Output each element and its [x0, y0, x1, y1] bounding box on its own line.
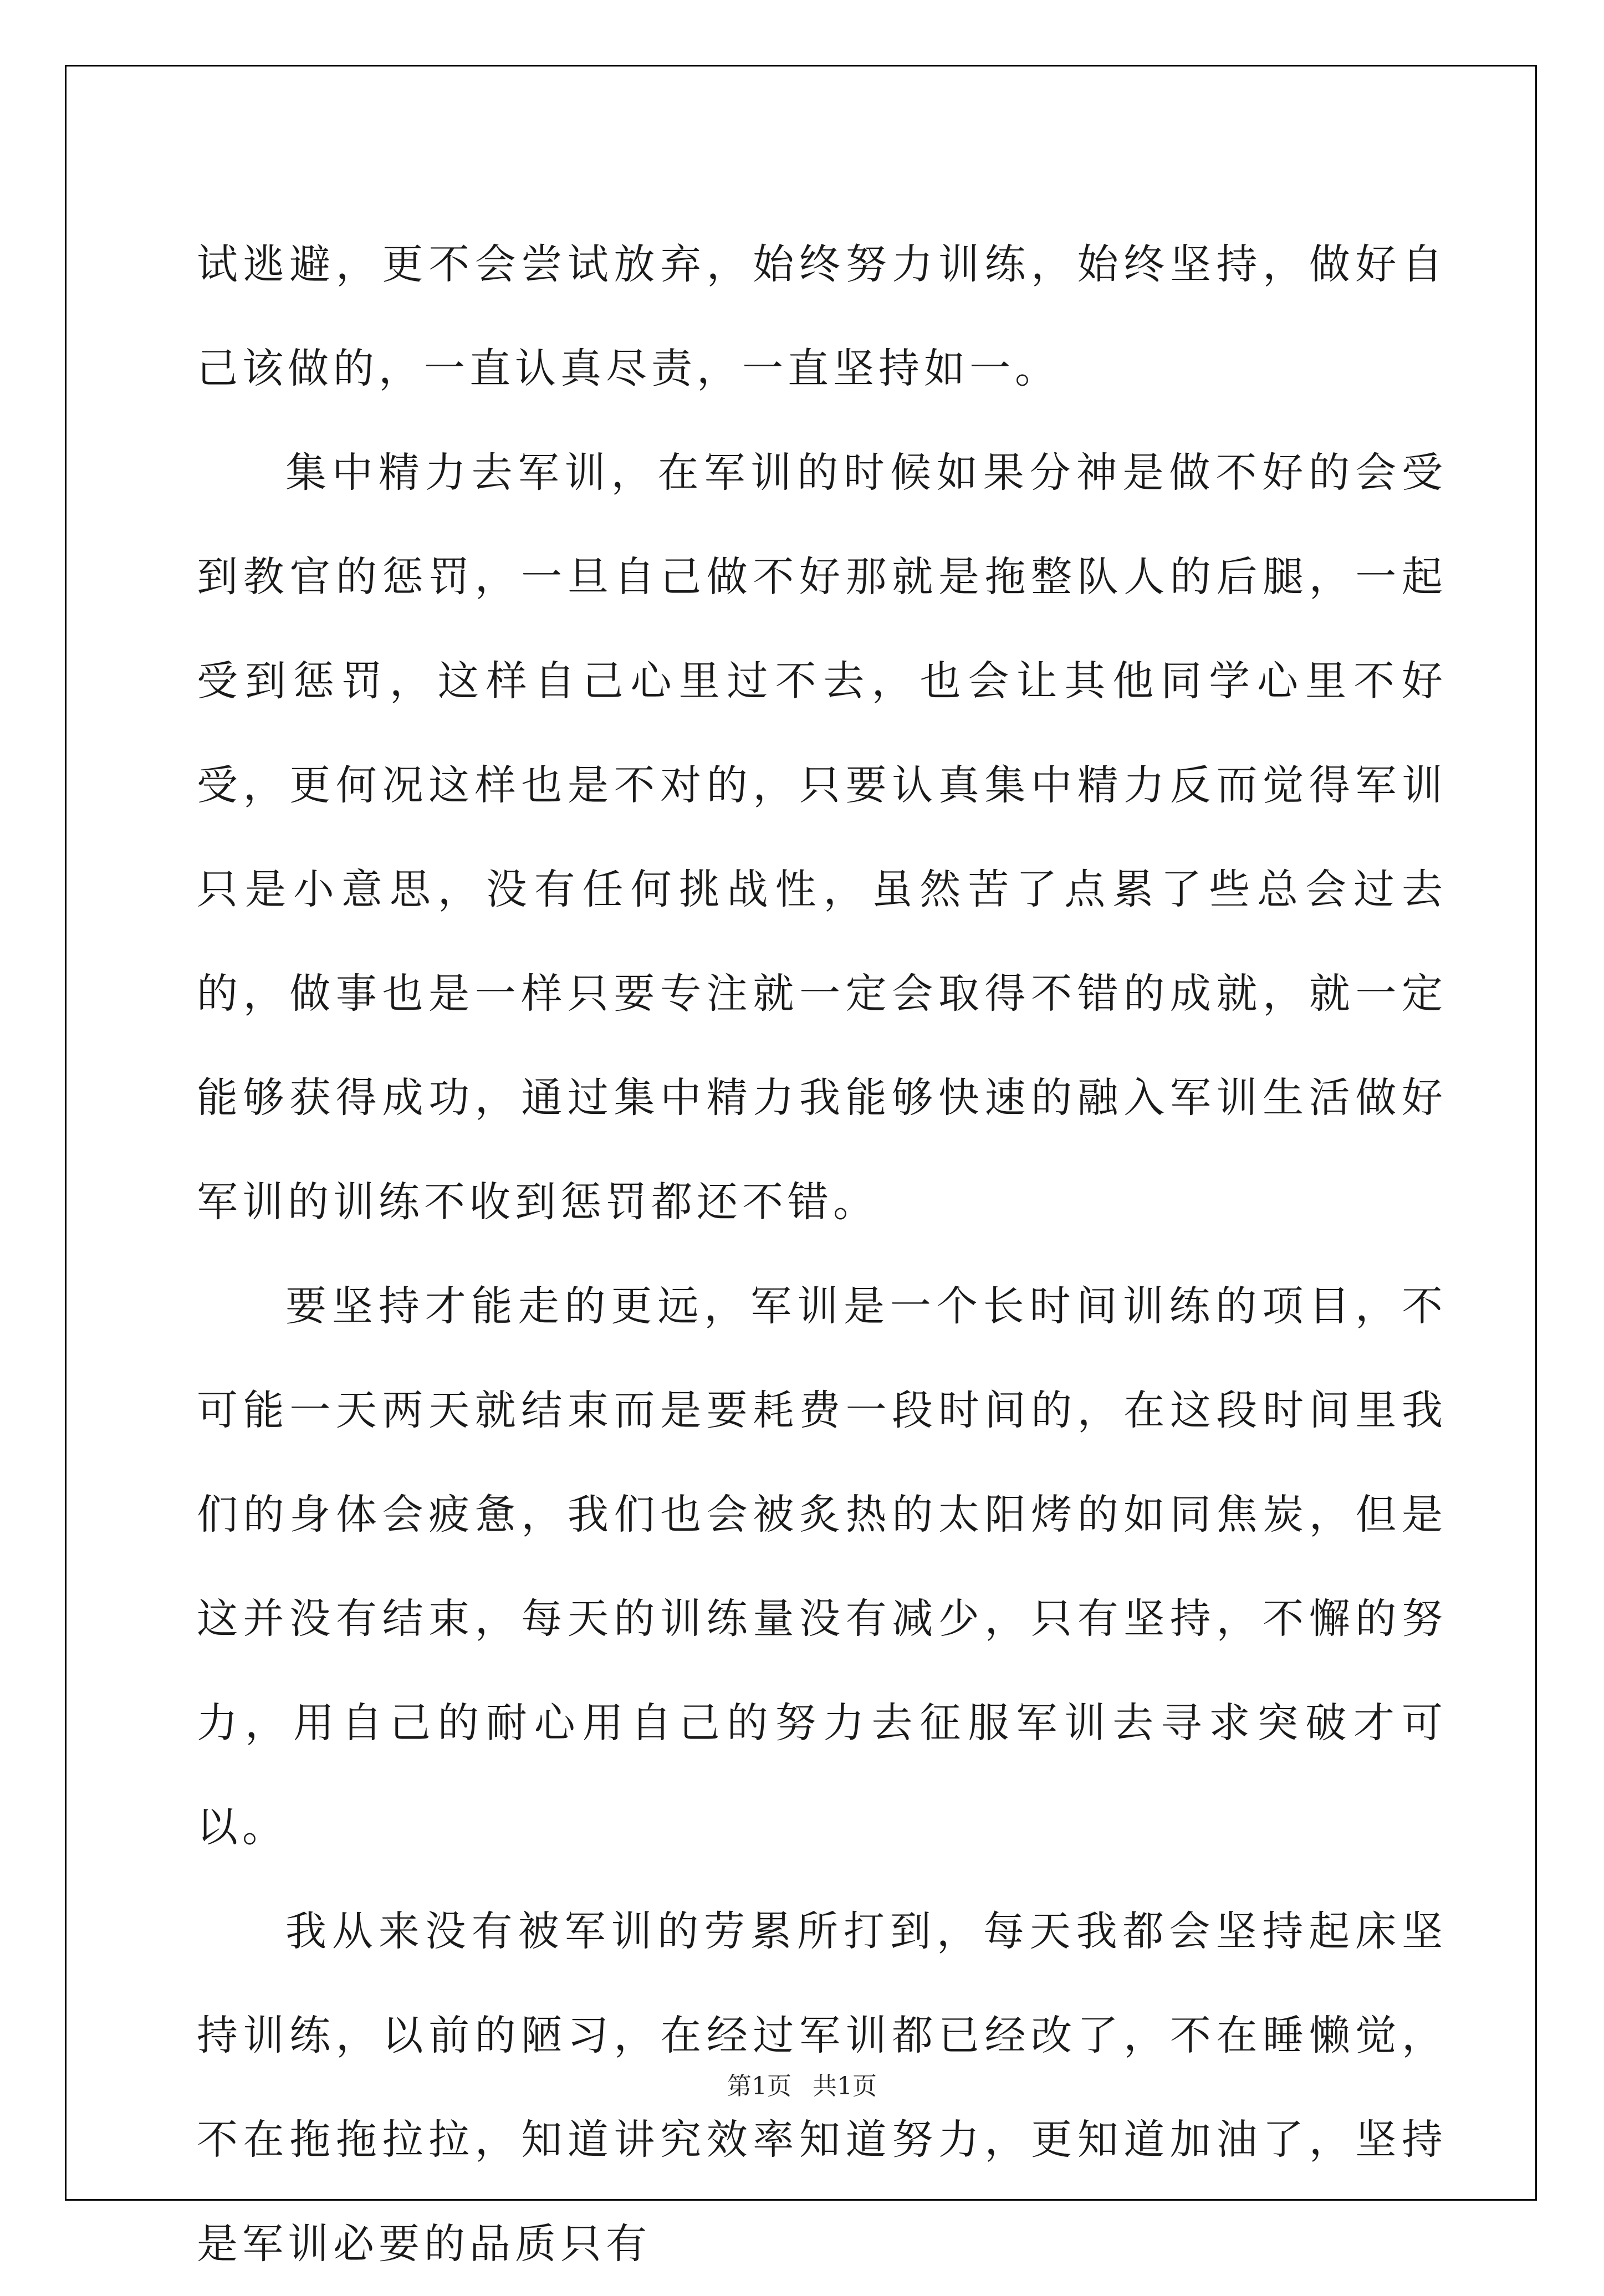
page-number: 第1页 — [727, 2072, 791, 2100]
page-total: 共1页 — [813, 2072, 877, 2100]
paragraph-2: 集中精力去军训，在军训的时候如果分神是做不好的会受到教官的惩罚，一旦自己做不好那就是拖整队人的后腿，一起受到惩罚，这样自己心里过不去，也会让其他同学心里不好受，更何况这样也是不对的，只要认真集中精力反而觉得军训只是小意思，没有任何挑战性，虽然苦了点累了些总会过去的，做事也是一样只要专注就一定会取得不错的成就，就一定能够获得成功，通过集中精力我能够快速的融入军训生活做好军训的训练不收到惩罚都还不错。 — [197, 449, 1447, 1226]
paragraph-1: 试逃避，更不会尝试放弃，始终努力训练，始终坚持，做好自己该做的，一直认真尽责，一直坚持如一。 — [197, 241, 1447, 392]
document-body — [197, 212, 1447, 2296]
page-footer — [0, 2066, 1604, 2101]
paragraph-3: 要坚持才能走的更远，军训是一个长时间训练的项目，不可能一天两天就结束而是要耗费一段时间的，在这段时间里我们的身体会疲惫，我们也会被炙热的太阳烤的如同焦炭，但是这并没有结束，每天的训练量没有减少，只有坚持，不懈的努力，用自己的耐心用自己的努力去征服军训去寻求突破才可以。 — [197, 1282, 1447, 1851]
paragraph-4: 我从来没有被军训的劳累所打到，每天我都会坚持起床坚持训练，以前的陋习，在经过军训都已经改了，不在睡懒觉，不在拖拖拉拉，知道讲究效率知道努力，更知道加油了，坚持是军训必要的品质只有 — [197, 1908, 1447, 2268]
